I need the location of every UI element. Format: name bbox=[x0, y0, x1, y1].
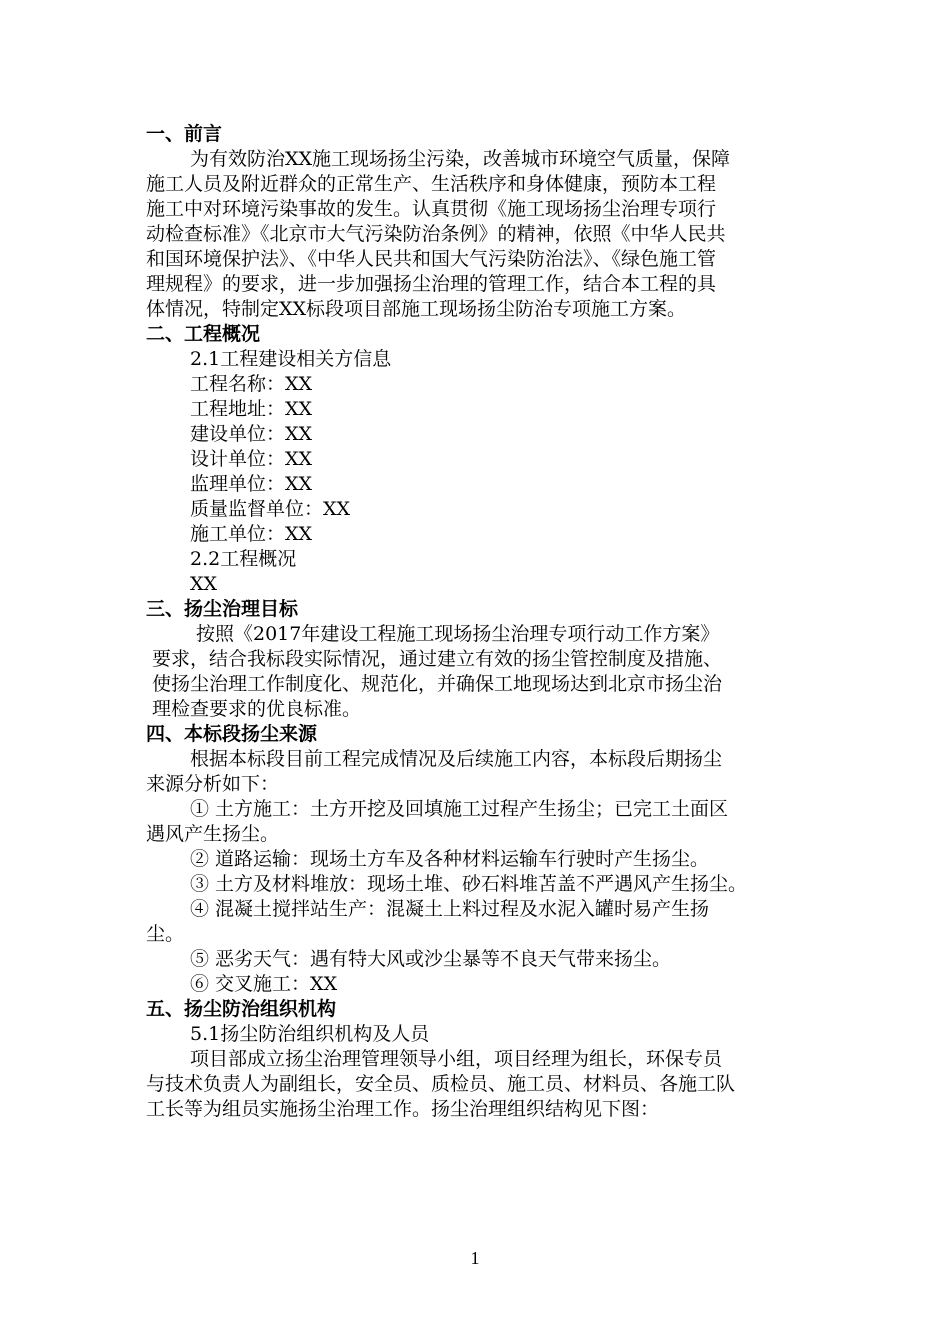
list-item-continuation: 遇风产生扬尘。 bbox=[146, 823, 280, 845]
info-item: 施工单位：XX bbox=[190, 523, 313, 545]
section-heading-organization: 五、扬尘防治组织机构 bbox=[146, 998, 337, 1020]
paragraph-line: 理检查要求的优良标准。 bbox=[152, 698, 362, 720]
info-item: 监理单位：XX bbox=[190, 473, 313, 495]
subsection-heading: 5.1扬尘防治组织机构及人员 bbox=[190, 1023, 430, 1045]
info-item: 质量监督单位：XX bbox=[190, 498, 351, 520]
paragraph-line: XX bbox=[190, 573, 218, 595]
paragraph-line: 为有效防治XX施工现场扬尘污染，改善城市环境空气质量，保障 bbox=[190, 148, 731, 170]
paragraph-line: 项目部成立扬尘治理管理领导小组，项目经理为组长，环保专员 bbox=[190, 1048, 723, 1070]
paragraph-line: 来源分析如下： bbox=[146, 773, 280, 795]
list-item: ⑤ 恶劣天气：遇有特大风或沙尘暴等不良天气带来扬尘。 bbox=[190, 948, 672, 970]
paragraph-line: 和国环境保护法》、《中华人民共和国大气污染防治法》、《绿色施工管 bbox=[146, 248, 717, 270]
section-heading-dust-sources: 四、本标段扬尘来源 bbox=[146, 723, 318, 745]
list-item: ⑥ 交叉施工：XX bbox=[190, 973, 338, 995]
list-item: ① 土方施工：土方开挖及回填施工过程产生扬尘；已完工土面区 bbox=[190, 798, 729, 820]
page-number: 1 bbox=[470, 1248, 480, 1268]
info-item: 设计单位：XX bbox=[190, 448, 313, 470]
list-item: ③ 土方及材料堆放：现场土堆、砂石料堆苫盖不严遇风产生扬尘。 bbox=[190, 873, 748, 895]
paragraph-line: 工长等为组员实施扬尘治理工作。扬尘治理组织结构见下图： bbox=[146, 1098, 660, 1120]
section-heading-preface: 一、前言 bbox=[146, 123, 223, 145]
subsection-heading: 2.2工程概况 bbox=[190, 548, 297, 570]
list-item: ② 道路运输：现场土方车及各种材料运输车行驶时产生扬尘。 bbox=[190, 848, 710, 870]
subsection-heading: 2.1工程建设相关方信息 bbox=[190, 348, 392, 370]
list-item: ④ 混凝土搅拌站生产：混凝土上料过程及水泥入罐时易产生扬 bbox=[190, 898, 710, 920]
document-body bbox=[146, 122, 818, 1122]
paragraph-line: 动检查标准》《北京市大气污染防治条例》的精神，依照《中华人民共 bbox=[146, 223, 726, 245]
paragraph-line: 体情况，特制定XX标段项目部施工现场扬尘防治专项施工方案。 bbox=[146, 298, 687, 320]
paragraph-line: 与技术负责人为副组长，安全员、质检员、施工员、材料员、各施工队 bbox=[146, 1073, 736, 1095]
info-item: 工程地址：XX bbox=[190, 398, 313, 420]
paragraph-line: 施工人员及附近群众的正常生产、生活秩序和身体健康，预防本工程 bbox=[146, 173, 717, 195]
paragraph-line: 施工中对环境污染事故的发生。认真贯彻《施工现场扬尘治理专项行 bbox=[146, 198, 717, 220]
section-heading-targets: 三、扬尘治理目标 bbox=[146, 598, 299, 620]
info-item: 工程名称：XX bbox=[190, 373, 313, 395]
paragraph-line: 按照《2017年建设工程施工现场扬尘治理专项行动工作方案》 bbox=[196, 623, 720, 645]
paragraph-line: 理规程》的要求，进一步加强扬尘治理的管理工作，结合本工程的具 bbox=[146, 273, 717, 295]
paragraph-line: 使扬尘治理工作制度化、规范化，并确保工地现场达到北京市扬尘治 bbox=[152, 673, 723, 695]
paragraph-line: 根据本标段目前工程完成情况及后续施工内容，本标段后期扬尘 bbox=[190, 748, 723, 770]
section-heading-overview: 二、工程概况 bbox=[146, 323, 261, 345]
info-item: 建设单位：XX bbox=[190, 423, 313, 445]
paragraph-line: 要求，结合我标段实际情况，通过建立有效的扬尘管控制度及措施、 bbox=[152, 648, 723, 670]
list-item-continuation: 尘。 bbox=[146, 923, 185, 945]
